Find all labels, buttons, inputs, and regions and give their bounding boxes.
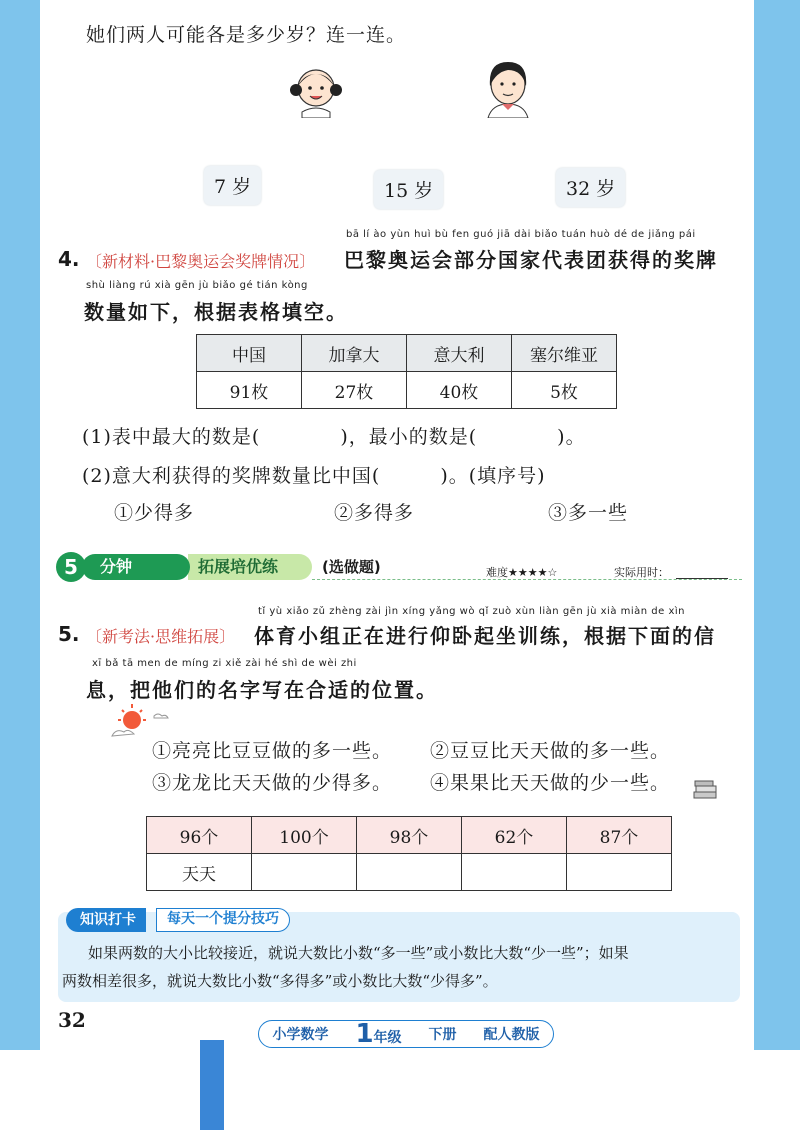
table-header-cell: 62个 (462, 817, 567, 854)
table-row (197, 372, 617, 409)
table-cell: 40枚 (407, 372, 512, 409)
page-bottom-area (0, 1050, 800, 1130)
table-header-cell: 87个 (567, 817, 672, 854)
q4-option-1[interactable]: ①少得多 (114, 502, 195, 524)
page-frame-right (754, 0, 800, 1130)
banner-divider (312, 579, 742, 580)
table-header-cell: 96个 (147, 817, 252, 854)
difficulty-rating: 难度★★★★☆ (486, 566, 558, 579)
time-label: 实际用时： (614, 566, 669, 579)
q5-pinyin-line2: xī bǎ tā men de míng zi xiě zài hé shì de wèi zhi (92, 658, 357, 669)
tip-text-line1: 如果两数的大小比较接近，就说大数比小数“多一些”或小数比大数“少一些”；如果 (88, 944, 629, 962)
q5-clue-4: ④果果比天天做的少一些。 (430, 772, 671, 794)
name-cell[interactable] (567, 854, 672, 891)
books-icon (692, 780, 718, 800)
banner-number: 5 (56, 552, 86, 582)
name-cell[interactable]: 天天 (147, 854, 252, 891)
q5-number: 5. (58, 622, 80, 646)
age-option-7[interactable]: 7 岁 (204, 166, 261, 205)
q4-option-3[interactable]: ③多一些 (548, 502, 629, 524)
banner-title1: 分钟 (82, 554, 190, 580)
workbook-page (40, 0, 754, 1050)
tip-text-line2: 两数相差很多，就说大数比小数“多得多”或小数比大数“少得多”。 (62, 972, 498, 990)
table-row (147, 817, 672, 854)
table-row (147, 854, 672, 891)
q4-sub1[interactable]: (1)表中最大的数是( )，最小的数是( )。 (82, 426, 586, 448)
banner-title2: 拓展培优练 (188, 554, 312, 580)
table-cell: 91枚 (197, 372, 302, 409)
book-footer (258, 1020, 554, 1048)
age-option-32[interactable]: 32 岁 (556, 168, 625, 207)
q4-pinyin-line1: bā lí ào yùn huì bù fen guó jiā dài biǎo tuán huò dé de jiǎng pái (346, 229, 696, 240)
q4-line1: 巴黎奥运会部分国家代表团获得的奖牌 (344, 248, 718, 272)
page-frame-left (0, 0, 40, 1130)
table-header-cell: 加拿大 (302, 335, 407, 372)
tip-label2: 每天一个提分技巧 (156, 908, 290, 932)
name-cell[interactable] (252, 854, 357, 891)
q4-option-2[interactable]: ②多得多 (334, 502, 415, 524)
q5-line1: 体育小组正在进行仰卧起坐训练，根据下面的信 (254, 624, 716, 648)
q5-clue-1: ①亮亮比豆豆做的多一些。 (152, 740, 393, 762)
footer-subject: 小学数学 (272, 1027, 329, 1043)
q5-line2: 息，把他们的名字写在合适的位置。 (86, 678, 438, 702)
footer-grade-number: 1 (355, 1019, 374, 1049)
banner-subtitle: (选做题) (322, 558, 381, 576)
q4-pinyin-line2: shù liàng rú xià gēn jù biǎo gé tián kòng (86, 280, 308, 291)
table-header-cell: 意大利 (407, 335, 512, 372)
table-header-cell: 100个 (252, 817, 357, 854)
footer-edition: 配人教版 (483, 1027, 540, 1043)
medal-table (196, 334, 617, 409)
extension-banner (56, 552, 746, 584)
q4-number: 4. (58, 247, 80, 271)
knowledge-tip-box (58, 912, 740, 1002)
footer-grade: 年级 (373, 1030, 402, 1046)
girl-older-illustration (480, 54, 536, 118)
footer-volume: 下册 (428, 1027, 457, 1043)
tip-label: 知识打卡 (66, 908, 146, 932)
age-option-15[interactable]: 15 岁 (374, 170, 443, 209)
table-cell: 27枚 (302, 372, 407, 409)
q5-pinyin-line1: tǐ yù xiǎo zǔ zhèng zài jìn xíng yǎng wò qǐ zuò xùn liàn gēn jù xià miàn de xìn (258, 606, 686, 617)
table-header-cell: 98个 (357, 817, 462, 854)
q5-tag: 〔新考法·思维拓展〕 (86, 627, 236, 646)
q5-clue-3: ③龙龙比天天做的少得多。 (152, 772, 393, 794)
situp-table (146, 816, 672, 891)
binding-stripe (200, 1040, 224, 1130)
page-number: 32 (58, 1008, 86, 1032)
girl-young-illustration (288, 58, 344, 118)
table-cell: 5枚 (512, 372, 617, 409)
q4-line2: 数量如下，根据表格填空。 (84, 300, 348, 324)
q3-intro: 她们两人可能各是多少岁？连一连。 (86, 24, 407, 46)
table-header-cell: 塞尔维亚 (512, 335, 617, 372)
q4-tag: 〔新材料·巴黎奥运会奖牌情况〕 (86, 252, 316, 271)
q5-clue-2: ②豆豆比天天做的多一些。 (430, 740, 671, 762)
table-header-cell: 中国 (197, 335, 302, 372)
name-cell[interactable] (462, 854, 567, 891)
name-cell[interactable] (357, 854, 462, 891)
q4-sub2[interactable]: (2)意大利获得的奖牌数量比中国( )。(填序号) (82, 465, 546, 487)
table-row (197, 335, 617, 372)
